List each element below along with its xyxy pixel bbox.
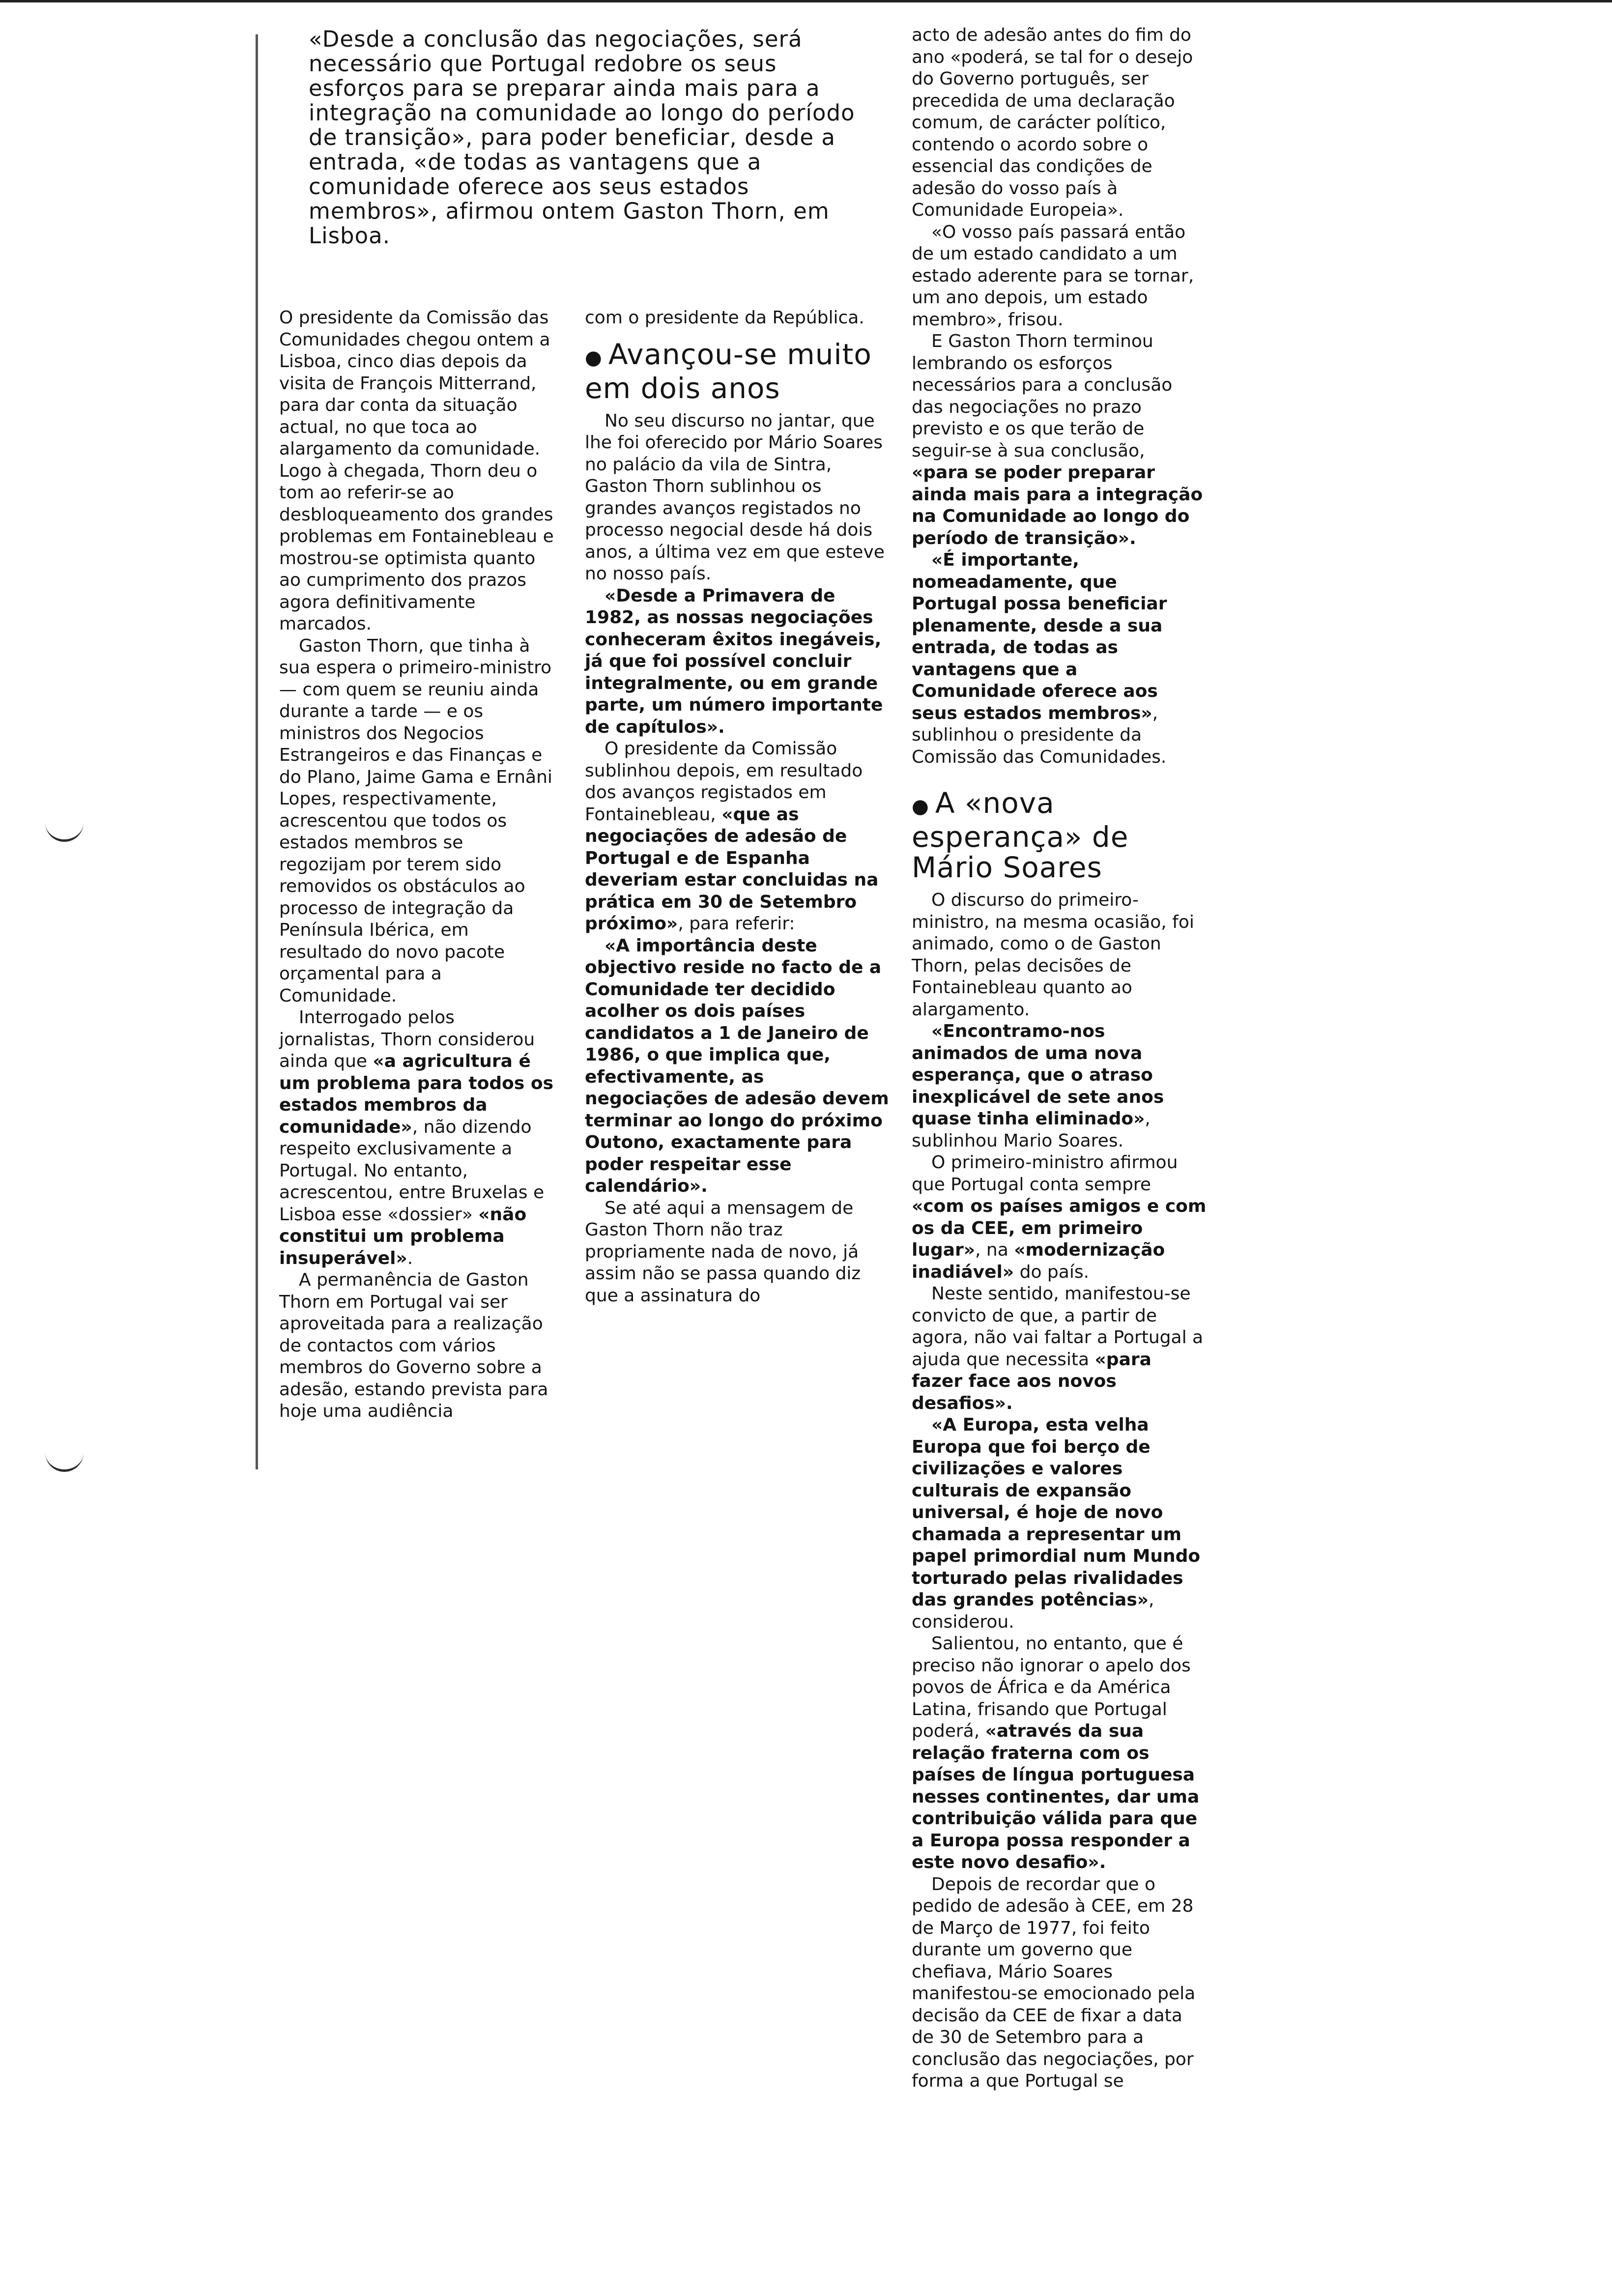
col3-paragraph-10: Depois de recordar que o pedido de adesão à CEE, em 28 de Março de 1977, foi feito durante um governo que chefiava, Mário Soares manifestou-se emocionado pela decisão da CEE de fixar a data de 30 de Setembro para a conclusão das negociações, por forma a que Portugal se	[912, 1874, 1196, 2091]
col2-paragraph-5: Se até aqui a mensagem de Gaston Thorn não traz propriamente nada de novo, já assim não se passa quando diz que a assinatura do	[585, 1198, 861, 1306]
col3-paragraph-7: Neste sentido, manifestou-se convicto de que, a partir de agora, não vai faltar a Portugal a ajuda que necessita «para fazer face aos novos desafios».	[912, 1284, 1204, 1413]
col3-heading: ● A «nova esperança» de Mário Soares	[912, 786, 1129, 884]
col3-paragraph-8: «A Europa, esta velha Europa que foi berço de civilizações e valores culturais de expansão universal, é hoje de novo chamada a representar um papel primordial num Mundo torturado pelas rivalidades das grandes potências», considerou.	[912, 1415, 1201, 1632]
bullet-icon: ●	[585, 346, 603, 369]
col3-paragraph-5: «Encontramo-nos animados de uma nova esperança, que o atraso inexplicável de sete anos quase tinha eliminado», sublinhou Mario Soares.	[912, 1021, 1164, 1151]
col3-paragraph-3: «É importante, nomeadamente, que Portugal possa beneficiar plenamente, desde a sua entrada, de todas as vantagens que a Comunidade oferece aos seus estados membros», sublinhou o presidente da Comissão das Comunidades.	[912, 550, 1167, 767]
col2-continuation: com o presidente da República.	[585, 308, 864, 328]
bullet-icon: ●	[912, 795, 929, 818]
col1-paragraph-4: A permanência de Gaston Thorn em Portugal vai ser aproveitada para a realização de contactos com vários membros do Governo sobre a adesão, estando prevista para hoje uma audiência	[279, 1270, 548, 1421]
col3-paragraph-2: E Gaston Thorn terminou lembrando os esforços necessários para a conclusão das negociações no prazo previsto e os que terão de seguir-se à sua conclusão, «para se poder preparar ainda mais para a integração na Comunidade ao longo do período de transição».	[912, 331, 1203, 548]
crop-mark-lower	[45, 1450, 84, 1472]
col1-paragraph-3: Interrogado pelos jornalistas, Thorn considerou ainda que «a agricultura é um problema para todos os estados membros da comunidade», não dizendo respeito exclusivamente a Portugal. No entanto, acrescentou, entre Bruxelas e Lisboa esse «dossier» «não constitui um problema insuperável».	[279, 1007, 553, 1268]
top-rule	[0, 0, 1612, 2]
lead-paragraph	[309, 27, 859, 248]
col3-paragraph-1: «O vosso país passará então de um estado candidato a um estado aderente para se tornar, um ano depois, um estado membro», frisou.	[912, 222, 1194, 330]
col2-paragraph-3: O presidente da Comissão sublinhou depois, em resultado dos avanços registados em Fontainebleau, «que as negociações de adesão de Portugal e de Espanha deveriam estar concluidas na prática em 30 de Setembro próximo», para referir:	[585, 739, 879, 934]
col3-paragraph-9: Salientou, no entanto, que é preciso não ignorar o apelo dos povos de África e da América Latina, frisando que Portugal poderá, «através da sua relação fraterna com os países de língua portuguesa nesses continentes, dar uma contribuição válida para que a Europa possa responder a este novo desafio».	[912, 1634, 1200, 1872]
col2-heading: ● Avançou-se muito em dois anos	[585, 337, 872, 405]
col3-paragraph-4: O discurso do primeiro-ministro, na mesma ocasião, foi animado, como o de Gaston Thorn, pelas decisões de Fontainebleau quanto ao alargamento.	[912, 890, 1194, 1020]
margin-line	[256, 34, 258, 1469]
col2-paragraph-4: «A importância deste objectivo reside no facto de a Comunidade ter decidido acolher os dois países candidatos a 1 de Janeiro de 1986, o que implica que, efectivamente, as negociações de adesão devem terminar ao longo do próximo Outono, exactamente para poder respeitar esse calendário».	[585, 935, 889, 1196]
column-3	[912, 25, 1207, 2093]
col1-paragraph-1: O presidente da Comissão das Comunidades chegou ontem a Lisboa, cinco dias depois da visita de François Mitterrand, para dar conta da situação actual, no que toca ao alargamento da comunidade. Logo à chegada, Thorn deu o tom ao referir-se ao desbloqueamento dos grandes problemas em Fontainebleau e mostrou-se optimista quanto ao cumprimento dos prazos agora definitivamente marcados.	[279, 308, 554, 634]
col2-paragraph-2: «Desde a Primavera de 1982, as nossas negociações conheceram êxitos inegáveis, já que foi possível concluir integralmente, ou em grande parte, um número importante de capítulos».	[585, 585, 883, 737]
col1-paragraph-2: Gaston Thorn, que tinha à sua espera o primeiro-ministro — com quem se reuniu ainda durante a tarde — e os ministros dos Negocios Estrangeiros e das Finanças e do Plano, Jaime Gama e Ernâni Lopes, respectivamente, acrescentou que todos os estados membros se regozijam por terem sido removidos os obstáculos ao processo de integração da Península Ibérica, em resultado do novo pacote orçamental para a Comunidade.	[279, 635, 552, 1006]
column-1	[279, 307, 554, 1423]
crop-mark-upper	[45, 820, 84, 842]
column-2	[585, 307, 890, 1307]
col3-paragraph-6: O primeiro-ministro afirmou que Portugal conta sempre «com os países amigos e com os da CEE, em primeiro lugar», na «modernização inadiável» do país.	[912, 1152, 1207, 1282]
lead-text: «Desde a conclusão das negociações, será necessário que Portugal redobre os seus esforços para se preparar ainda mais para a integração na comunidade ao longo do período de transição», para poder beneficiar, desde a entrada, «de todas as vantagens que a comunidade oferece aos seus estados membros», afirmou ontem Gaston Thorn, em Lisboa.	[309, 26, 855, 249]
col2-paragraph-1: No seu discurso no jantar, que lhe foi oferecido por Mário Soares no palácio da vila de Sintra, Gaston Thorn sublinhou os grandes avanços registados no processo negocial desde há dois anos, a última vez em que esteve no nosso país.	[585, 410, 885, 584]
col3-continuation: acto de adesão antes do fim do ano «poderá, se tal for o desejo do Governo português, ser precedida de uma declaração comum, de carácter político, contendo o acordo sobre o essencial das condições de adesão do vosso país à Comunidade Europeia».	[912, 25, 1193, 220]
